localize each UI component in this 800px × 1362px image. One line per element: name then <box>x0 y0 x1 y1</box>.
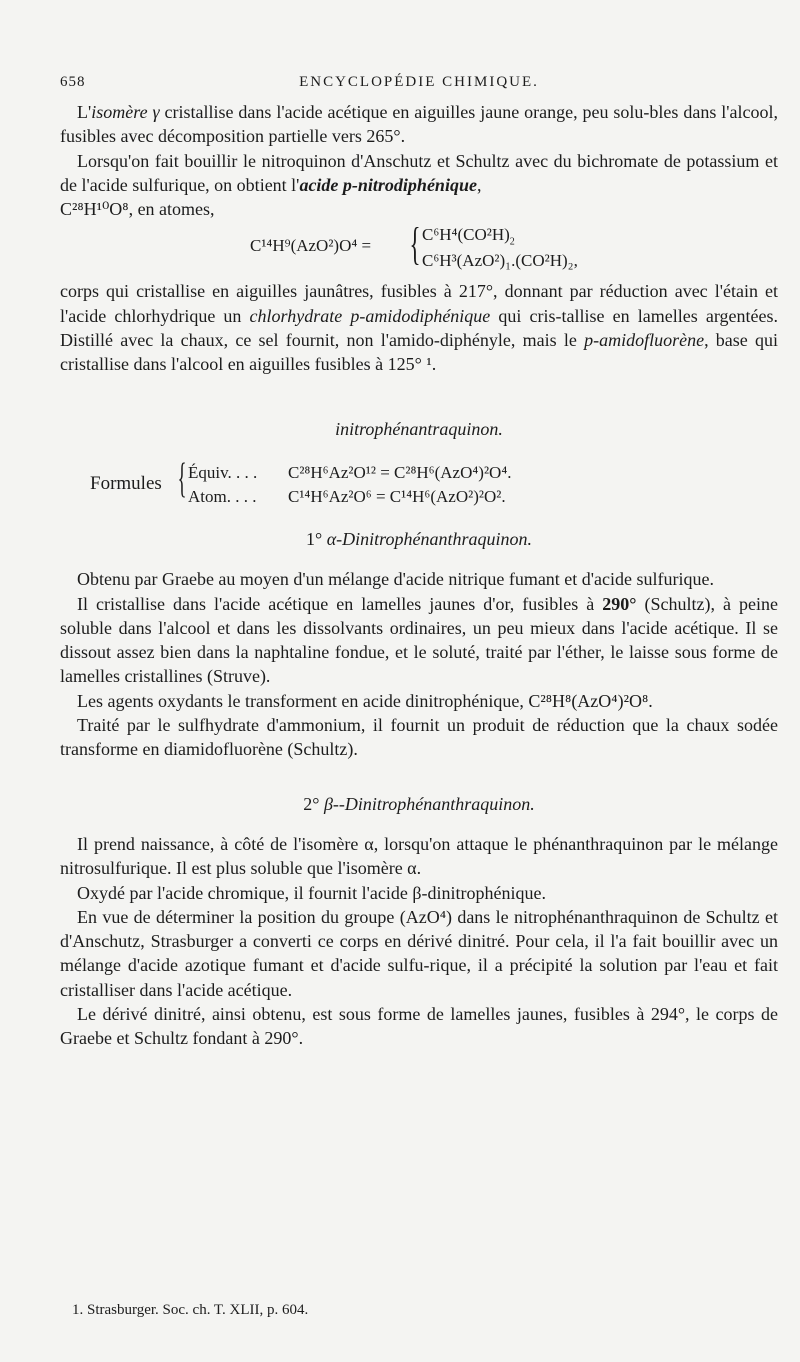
paragraph-isomere-gamma: L'isomère γ cristallise dans l'acide acétique en aiguilles jaune orange, peu solu-bles dans l'alcool, fusibles avec décomposition partielle vers 265°. <box>60 102 778 147</box>
paragraph-chromique: Oxydé par l'acide chromique, il fournit l'acide β-dinitrophénique. <box>77 882 546 903</box>
footnote: 1. Strasburger. Soc. ch. T. XLII, p. 604. <box>72 1302 309 1318</box>
formula-nitrodiphenique: C¹⁴H⁹(AzO²)O⁴ = { $C^6H^4(CO^2H)_2$ C⁶H³(AzO²)₁.(CO²H)₂, <box>250 218 578 271</box>
paragraph-nitrodiphenique: Lorsqu'on fait bouillir le nitroquinon d'Anschutz et Schultz avec du bichromate de potassium et de l'acide sulfurique, on obtient l'acide p-nitrodiphénique, C²⁸H¹⁰O⁸, en atomes, <box>60 150 778 220</box>
paragraph-position: En vue de déterminer la position du groupe (AzO⁴) dans le nitrophénanthraquinon de Schultz et d'Anschutz, Strasburger a converti ce corps en dérivé dinitré. Pour cela, il l'a fait bouillir avec un mélange d'acide azotique fumant et d'acide sulfu-rique, il a précipité la solution par l'eau et fait cristalliser dans l'acide acétique. <box>60 906 778 1000</box>
section-title-initrophenantraquinon: initrophénantraquinon. <box>335 418 503 439</box>
paragraph-oxydants: Les agents oxydants le transforment en acide dinitrophénique, C²⁸H⁸(AzO⁴)²O⁸. <box>77 690 653 711</box>
brace: { <box>409 218 421 270</box>
section-title-beta: 2° β--Dinitrophénanthraquinon. <box>303 793 535 814</box>
running-title: ENCYCLOPÉDIE CHIMIQUE. <box>299 74 539 90</box>
page-body <box>60 100 778 1051</box>
section-title-alpha: 1° α-Dinitrophénanthraquinon. <box>306 528 532 549</box>
paragraph-naissance: Il prend naissance, à côté de l'isomère α, lorsqu'on attaque le phénanthraquinon par le mélange nitrosulfurique. Il est plus soluble que l'isomère α. <box>60 833 778 879</box>
page-number: 658 <box>60 74 86 90</box>
paragraph-sulfhydrate: Traité par le sulfhydrate d'ammonium, il fournit un produit de réduction que la chaux sodée transforme en diamidofluorène (Schultz). <box>60 715 778 760</box>
paragraph-derive-dinitre: Le dérivé dinitré, ainsi obtenu, est sous forme de lamelles jaunes, fusibles à 294°, le corps de Graebe et Schultz fondant à 290°. <box>60 1004 778 1049</box>
formulas-block: Formules { Équiv. . . . C²⁸H⁶Az²O¹² = C²⁸H⁶(AzO⁴)²O⁴. Atom. . . . C¹⁴H⁶Az²O⁶ = C¹⁴H⁶(AzO²)²O². <box>90 455 512 506</box>
paragraph-obtenu: Obtenu par Graebe au moyen d'un mélange d'acide nitrique fumant et d'acide sulfurique. <box>77 569 714 590</box>
paragraph-cristallise: Il cristallise dans l'acide acétique en lamelles jaunes d'or, fusibles à 290° (Schultz), à peine soluble dans l'alcool et dans les dissolvants ordinaires, un peu mieux dans l'acide acétique. Il se dissout assez bien dans la naphtaline fondue, et le soluté, traité par l'éther, le laisse sous forme de lamelles cristallines (Struve). <box>60 593 779 687</box>
page-header <box>60 74 778 92</box>
brace: { <box>177 455 187 502</box>
paragraph-corps: corps qui cristallise en aiguilles jaunâtres, fusibles à 217°, donnant par réduction avec l'étain et l'acide chlorhydrique un chlorhydrate p-amidodiphénique qui cris-tallise en lamelles argentées. Distillé avec la chaux, ce sel fournit, non l'amido-diphényle, mais le p-amidofluorène, base qui cristallise dans l'alcool en aiguilles fusibles à 125° ¹. <box>60 281 778 375</box>
